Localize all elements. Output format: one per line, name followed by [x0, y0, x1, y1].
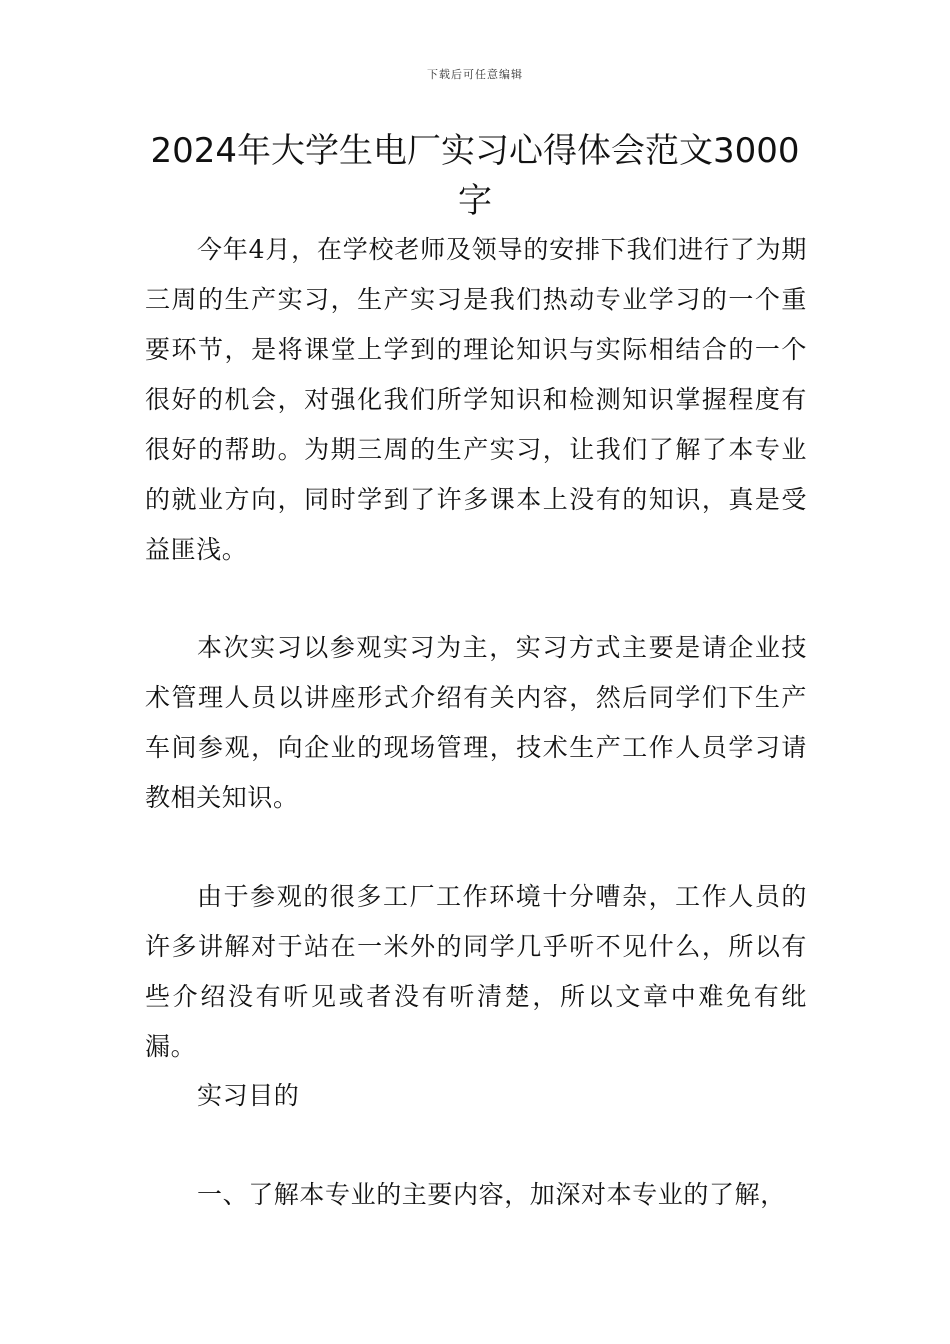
paragraph-method: 本次实习以参观实习为主，实习方式主要是请企业技术管理人员以讲座形式介绍有关内容，然后同学们下生产车间参观，向企业的现场管理，技术生产工作人员学习请教相关知识。	[145, 633, 807, 812]
document-title: 2024年大学生电厂实习心得体会范文3000字	[150, 131, 800, 221]
paragraph-intro: 今年4月，在学校老师及领导的安排下我们进行了为期三周的生产实习，生产实习是我们热动专业学习的一个重要环节，是将课堂上学到的理论知识与实际相结合的一个很好的机会，对强化我们所学知识和检测知识掌握程度有很好的帮助。为期三周的生产实习，让我们了解了本专业的就业方向，同时学到了许多课本上没有的知识，真是受益匪浅。	[145, 235, 807, 564]
section-heading-purpose: 实习目的	[197, 1081, 300, 1110]
header-note: 下载后可任意编辑	[427, 68, 523, 81]
paragraph-purpose-1: 一、了解本专业的主要内容，加深对本专业的了解，	[197, 1180, 786, 1209]
paragraph-note: 由于参观的很多工厂工作环境十分嘈杂，工作人员的许多讲解对于站在一米外的同学几乎听不见什么，所以有些介绍没有听见或者没有听清楚，所以文章中难免有纰漏。	[145, 882, 807, 1061]
